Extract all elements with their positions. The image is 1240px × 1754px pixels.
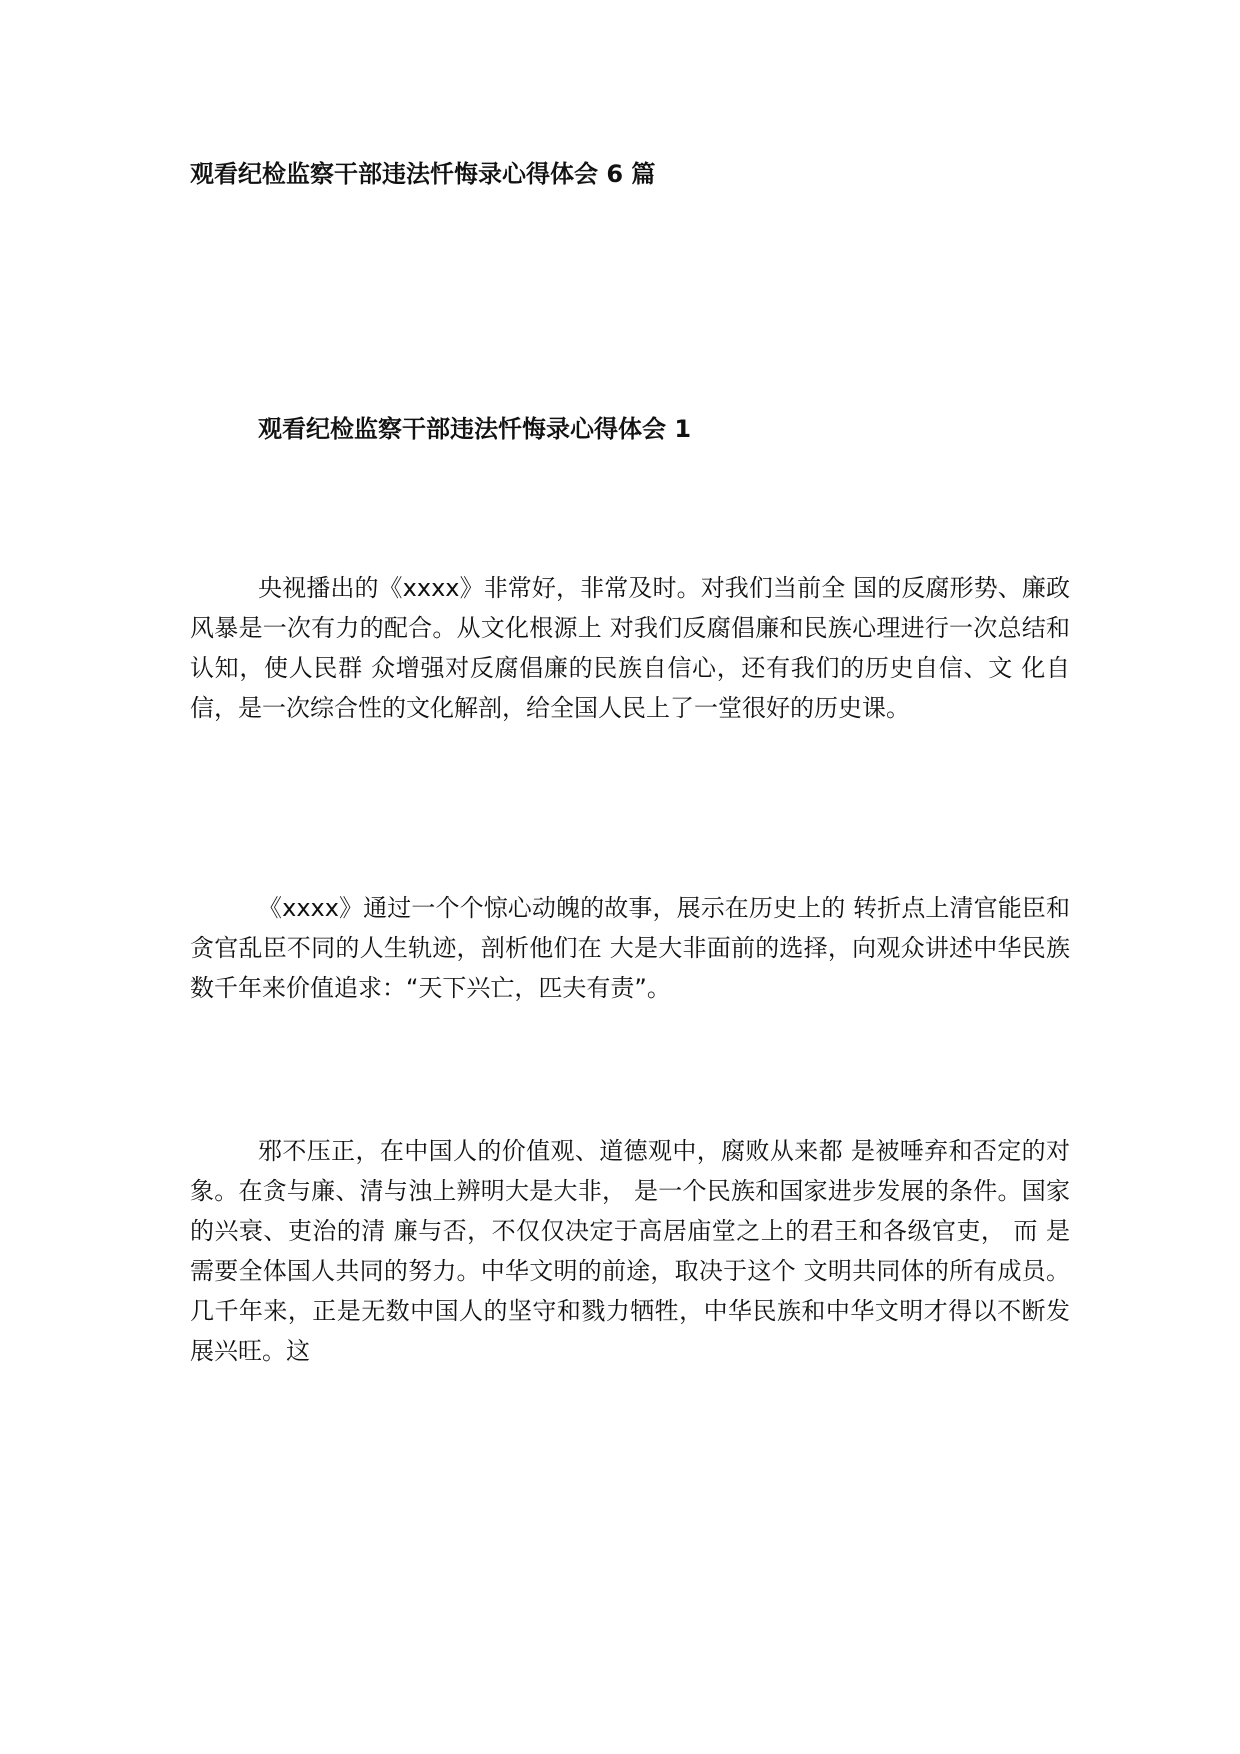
section-title: 观看纪检监察干部违法忏悔录心得体会 1 <box>258 415 692 443</box>
paragraph-1: 央视播出的《xxxx》非常好，非常及时。对我们当前全 国的反腐形势、廉政风暴是一次有力的配合。从文化根源上 对我们反腐倡廉和民族心理进行一次总结和认知，使人民群 众增强对反腐倡廉的民族自信心，还有我们的历史自信、文 化自信，是一次综合性的文化解剖，给全国人民上了一堂很好的历史课。 <box>190 574 1070 722</box>
paragraph-3: 邪不压正，在中国人的价值观、道德观中，腐败从来都 是被唾弃和否定的对象。在贪与廉、清与浊上辨明大是大非， 是一个民族和国家进步发展的条件。国家的兴衰、吏治的清 廉与否，不仅仅决定于高居庙堂之上的君王和各级官吏， 而 是需要全体国人共同的努力。中华文明的前途，取决于这个 文明共同体的所有成员。几千年来，正是无数中国人的坚守和戮力牺牲，中华民族和中华文明才得以不断发展兴旺。这 <box>190 1137 1070 1365</box>
document-title: 观看纪检监察干部违法忏悔录心得体会 6 篇 <box>190 160 656 188</box>
paragraph-2: 《xxxx》通过一个个惊心动魄的故事，展示在历史上的 转折点上清官能臣和贪官乱臣不同的人生轨迹，剖析他们在 大是大非面前的选择，向观众讲述中华民族数千年来价值追求：“天下兴亡，匹夫有责”。 <box>190 894 1070 1002</box>
